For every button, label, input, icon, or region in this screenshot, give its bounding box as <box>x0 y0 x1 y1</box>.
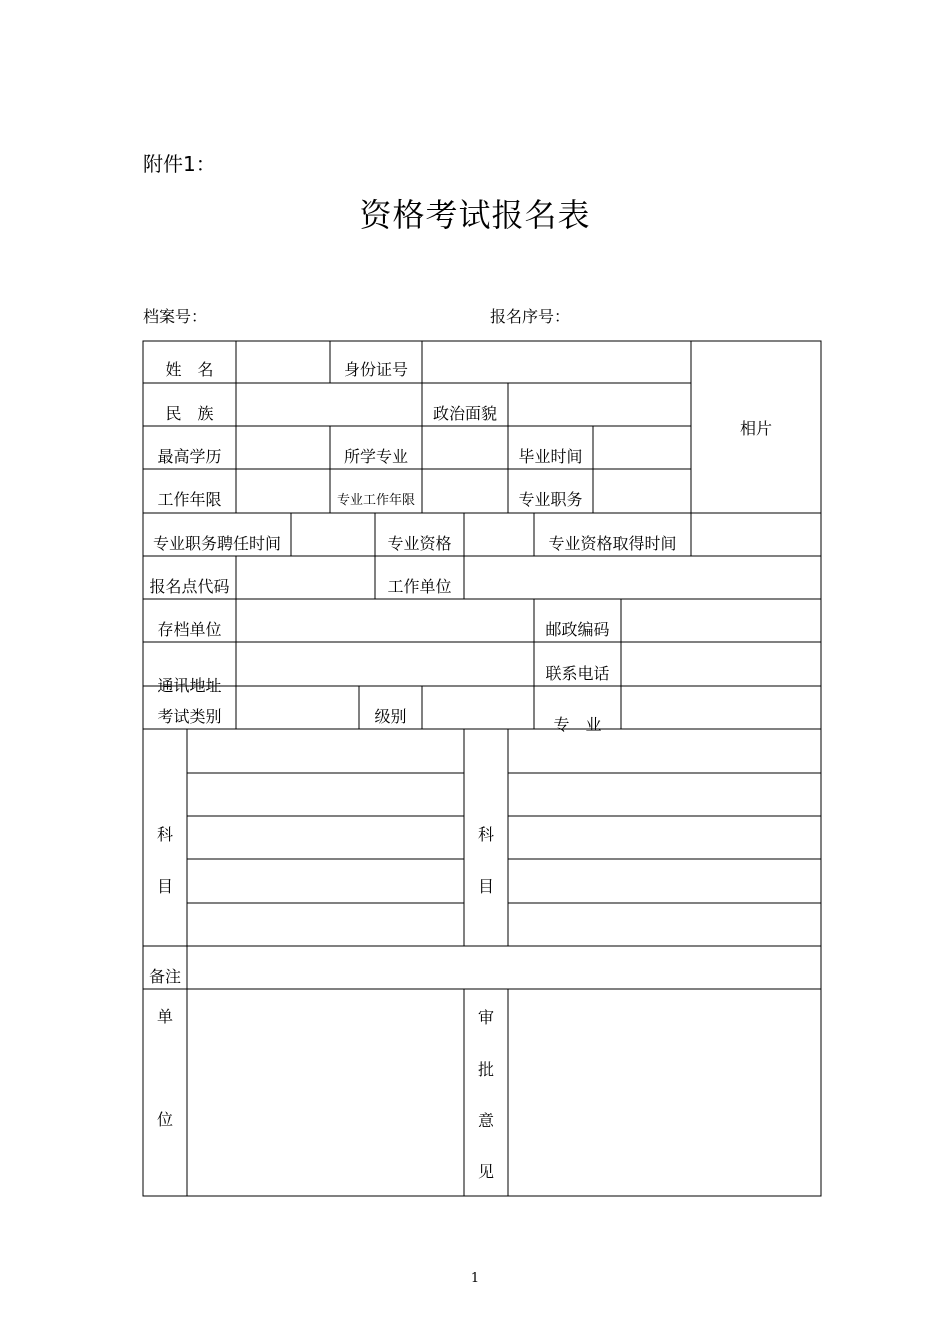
title-appointment-time-label: 专业职务聘任时间 <box>152 533 281 553</box>
id-number-field[interactable] <box>422 341 691 383</box>
registration-point-code-label: 报名点代码 <box>149 576 230 596</box>
subject-label-right-char-1: 科 <box>477 825 494 844</box>
mailing-address-label: 通讯地址 <box>157 675 222 695</box>
ethnicity-field[interactable] <box>236 383 422 426</box>
subject-left-3[interactable] <box>187 816 464 859</box>
title-appointment-time-field[interactable] <box>291 513 375 556</box>
level-field[interactable] <box>422 686 534 729</box>
subject-right-4[interactable] <box>508 859 821 903</box>
remarks-field[interactable] <box>187 946 821 989</box>
subject-left-5[interactable] <box>187 903 464 946</box>
qualification-obtained-time-label: 专业资格取得时间 <box>548 533 677 553</box>
political-status-label: 政治面貌 <box>432 403 497 423</box>
unit-opinion-field[interactable] <box>187 989 464 1196</box>
approval-label-char-4: 见 <box>477 1162 494 1181</box>
ethnicity-label: 民 族 <box>165 403 214 423</box>
archive-unit-label: 存档单位 <box>157 619 222 639</box>
postcode-field[interactable] <box>621 599 821 642</box>
registration-number-label: 报名序号： <box>490 307 571 326</box>
professional-title-label: 专业职务 <box>518 489 583 509</box>
subject-left-1[interactable] <box>187 729 464 773</box>
qualification-obtained-time-field[interactable] <box>691 513 821 556</box>
professional-title-field[interactable] <box>593 469 691 513</box>
subject-left-4[interactable] <box>187 859 464 903</box>
education-label: 最高学历 <box>157 446 222 466</box>
page-number: 1 <box>470 1271 480 1286</box>
approval-opinion-field[interactable] <box>508 989 821 1196</box>
name-field[interactable] <box>236 341 330 383</box>
work-years-field[interactable] <box>236 469 330 513</box>
subject-label-right-char-2: 目 <box>477 877 494 896</box>
graduation-time-field[interactable] <box>593 426 691 469</box>
subject-right-1[interactable] <box>508 729 821 773</box>
major-studied-field[interactable] <box>422 426 508 469</box>
subject-label-char-1: 科 <box>156 825 173 844</box>
mailing-address-field[interactable] <box>236 642 534 686</box>
postcode-label: 邮政编码 <box>545 619 610 639</box>
exam-category-label: 考试类别 <box>157 706 222 726</box>
work-years-label: 工作年限 <box>157 489 222 509</box>
exam-category-field[interactable] <box>236 686 359 729</box>
employer-label: 工作单位 <box>387 576 452 596</box>
specialty-label: 专 业 <box>553 714 602 734</box>
subject-left-2[interactable] <box>187 773 464 816</box>
professional-work-years-field[interactable] <box>422 469 508 513</box>
level-label: 级别 <box>374 706 407 726</box>
id-number-label: 身份证号 <box>343 360 408 379</box>
archive-unit-field[interactable] <box>236 599 534 642</box>
name-label: 姓 名 <box>165 360 214 379</box>
professional-qualification-label: 专业资格 <box>387 533 452 553</box>
archive-number-label: 档案号： <box>143 307 208 326</box>
graduation-time-label: 毕业时间 <box>518 446 583 466</box>
approval-label-char-3: 意 <box>477 1111 494 1130</box>
approval-label-char-1: 审 <box>477 1008 494 1027</box>
photo-box: 相片 <box>739 418 772 438</box>
employer-field[interactable] <box>464 556 821 599</box>
approval-label-char-2: 批 <box>477 1060 494 1079</box>
subject-right-2[interactable] <box>508 773 821 816</box>
form-title: 资格考试报名表 <box>359 196 591 234</box>
registration-point-code-field[interactable] <box>236 556 375 599</box>
major-studied-label: 所学专业 <box>343 446 408 466</box>
subject-label-char-2: 目 <box>156 877 173 896</box>
phone-field[interactable] <box>621 642 821 686</box>
professional-qualification-field[interactable] <box>464 513 534 556</box>
education-field[interactable] <box>236 426 330 469</box>
attachment-label: 附件1： <box>143 152 216 176</box>
political-status-field[interactable] <box>508 383 691 426</box>
unit-label-char-2: 位 <box>156 1110 173 1129</box>
specialty-field[interactable] <box>621 686 821 729</box>
subject-right-5[interactable] <box>508 903 821 946</box>
subject-right-3[interactable] <box>508 816 821 859</box>
phone-label: 联系电话 <box>545 663 610 683</box>
remarks-label: 备注 <box>148 966 181 986</box>
unit-label-char-1: 单 <box>156 1007 173 1026</box>
professional-work-years-label: 专业工作年限 <box>336 492 415 508</box>
